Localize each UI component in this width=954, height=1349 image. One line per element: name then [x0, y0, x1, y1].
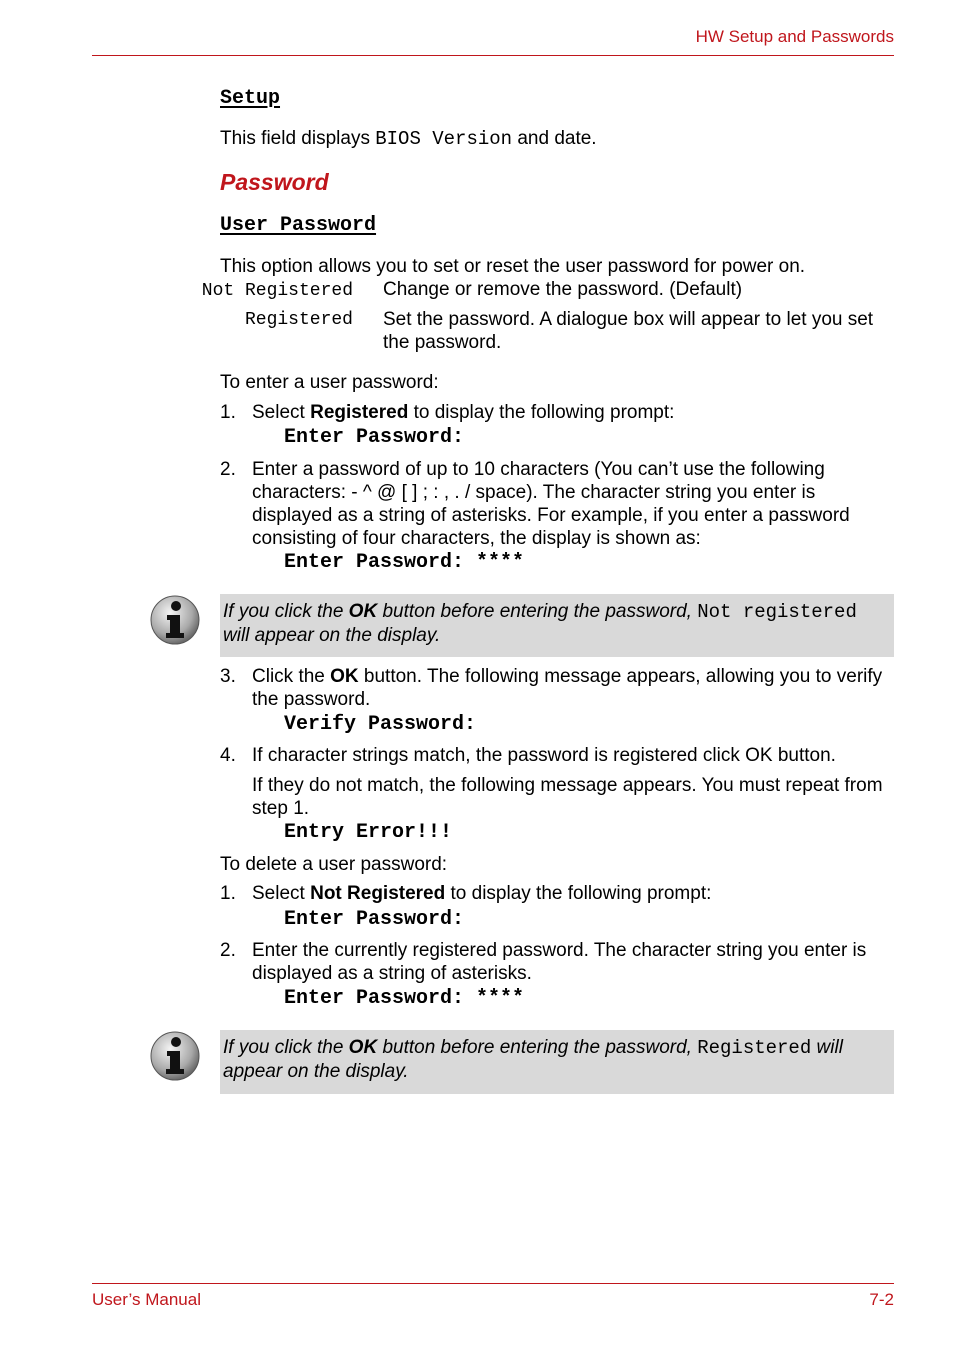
info-icon [150, 595, 200, 645]
registered-code: Registered [697, 1037, 812, 1059]
list-item: 2. Enter a password of up to 10 characters (You can’t use the following characters: - ^ @ [ ] ; : , . / space). The character string you enter is displayed as a string of asterisks. For example, if you enter a password consisting of four characters, the display is shown as: [220, 459, 850, 549]
running-header: HW Setup and Passwords [695, 27, 894, 46]
setup-text: This field displays BIOS Version and date. [220, 128, 597, 150]
prompt-text: Verify Password: [284, 713, 477, 736]
prompt-text: Enter Password: **** [284, 551, 525, 574]
prompt-text: Enter Password: **** [284, 987, 525, 1010]
user-password-intro: This option allows you to set or reset the user password for power on. [220, 256, 806, 277]
prompt-text: Entry Error!!! [284, 821, 453, 844]
list-item: 3. Click the OK button. The following message appears, allowing you to verify the password. [220, 666, 883, 710]
option-term: Registered [244, 310, 353, 330]
footer-manual-title: User’s Manual [92, 1290, 201, 1309]
prompt-text: Enter Password: [284, 908, 465, 931]
note-box: If you click the OK button before entering the password, Not registered will appear on the display. [220, 594, 894, 657]
option-desc: Change or remove the password. (Default) [383, 279, 743, 300]
setup-heading: Setup [220, 87, 281, 110]
option-term: Not Registered [201, 281, 353, 301]
password-heading: Password [220, 169, 329, 195]
note-box: If you click the OK button before entering the password, Registered will appear on the display. [220, 1030, 894, 1094]
info-icon [150, 1031, 200, 1081]
bios-version-code: BIOS Version [375, 128, 513, 150]
footer-rule [92, 1283, 894, 1284]
user-password-heading: User Password [220, 214, 377, 237]
enter-intro: To enter a user password: [220, 372, 439, 393]
page-number: 7-2 [869, 1290, 894, 1309]
prompt-text: Enter Password: [284, 426, 465, 449]
option-desc: Set the password. A dialogue box will appear to let you set the password. [383, 309, 874, 353]
not-registered-code: Not registered [697, 601, 857, 623]
list-item-continuation: If they do not match, the following message appears. You must repeat from step 1. [252, 775, 883, 819]
header-rule [92, 55, 894, 56]
delete-intro: To delete a user password: [220, 854, 448, 875]
list-item: 2. Enter the currently registered password. The character string you enter is displayed as a string of asterisks. [220, 940, 867, 984]
